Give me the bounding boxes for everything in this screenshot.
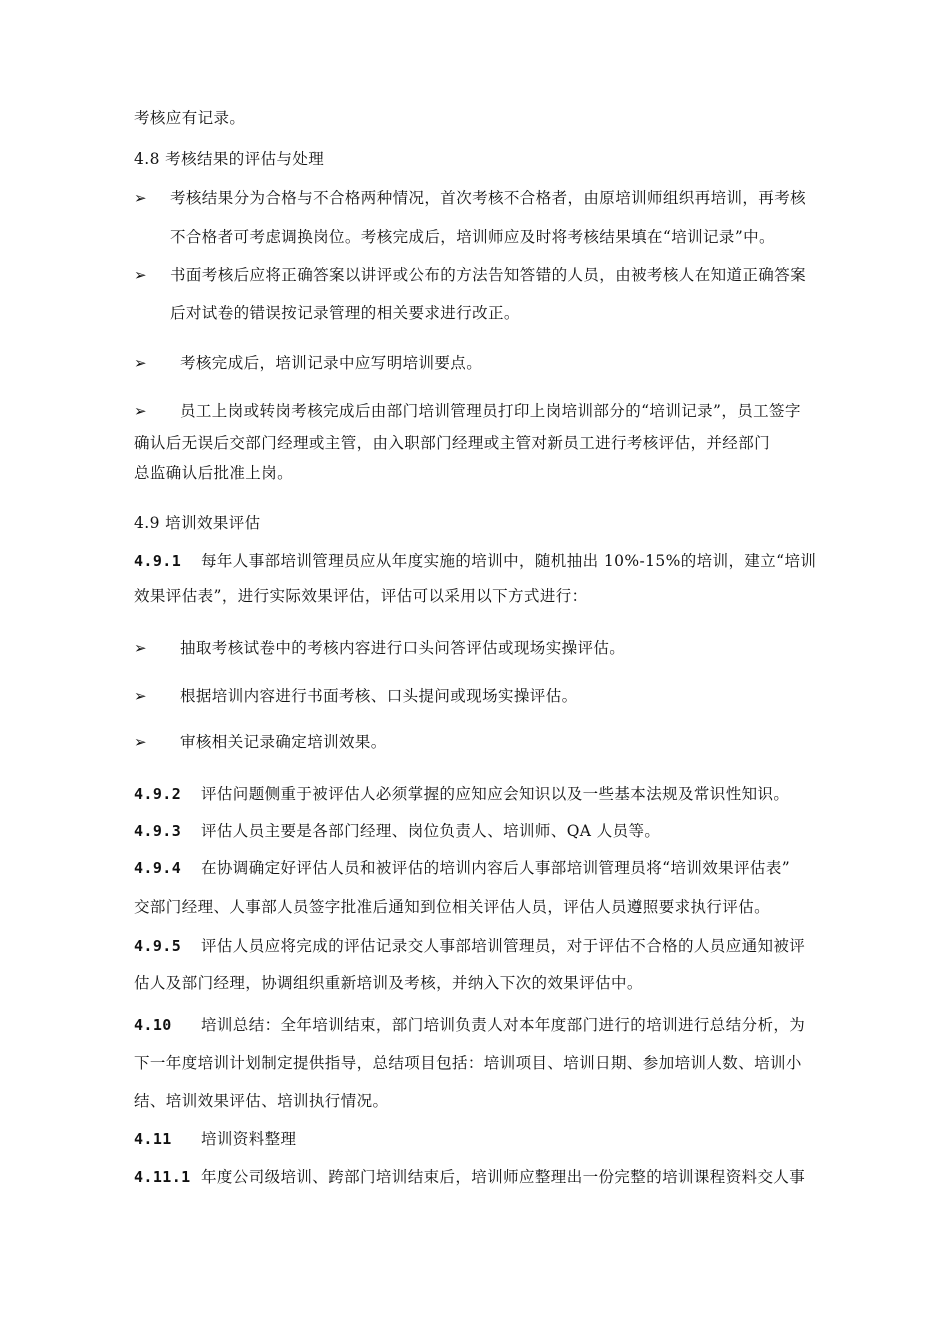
clause-number: 4.9.4: [134, 859, 182, 877]
clause-text: 每年人事部培训管理员应从年度实施的培训中，随机抽出 10%-15%的培训，建立“培训: [201, 552, 817, 570]
clause-number: 4.9.1: [134, 552, 182, 570]
section-heading-4-9: 4.9 培训效果评估: [134, 514, 261, 532]
bullet-arrow-icon: ➢: [134, 639, 147, 657]
clause-text: 估人及部门经理，协调组织重新培训及考核，并纳入下次的效果评估中。: [134, 974, 643, 992]
bullet-text: 考核结果分为合格与不合格两种情况，首次考核不合格者，由原培训师组织再培训，再考核: [170, 189, 807, 207]
clause-text: 评估人员应将完成的评估记录交人事部培训管理员，对于评估不合格的人员应通知被评: [201, 937, 806, 955]
section-heading-4-8: 4.8 考核结果的评估与处理: [134, 150, 325, 168]
clause-number: 4.9.5: [134, 937, 182, 955]
clause-text: 培训总结：全年培训结束，部门培训负责人对本年度部门进行的培训进行总结分析，为: [201, 1016, 806, 1034]
clause-text: 下一年度培训计划制定提供指导，总结项目包括：培训项目、培训日期、参加培训人数、培训小: [134, 1054, 802, 1072]
clause-number: 4.11: [134, 1130, 172, 1148]
bullet-text: 员工上岗或转岗考核完成后由部门培训管理员打印上岗培训部分的“培训记录”，员工签字: [180, 402, 801, 420]
clause-number: 4.11.1: [134, 1168, 191, 1186]
bullet-arrow-icon: ➢: [134, 402, 147, 420]
bullet-text: 总监确认后批准上岗。: [134, 464, 294, 482]
clause-text: 年度公司级培训、跨部门培训结束后，培训师应整理出一份完整的培训课程资料交人事: [201, 1168, 806, 1186]
bullet-text: 审核相关记录确定培训效果。: [180, 733, 387, 751]
bullet-arrow-icon: ➢: [134, 354, 147, 372]
bullet-arrow-icon: ➢: [134, 733, 147, 751]
bullet-text: 后对试卷的错误按记录管理的相关要求进行改正。: [170, 304, 520, 322]
clause-number: 4.10: [134, 1016, 172, 1034]
clause-text: 效果评估表”，进行实际效果评估，评估可以采用以下方式进行：: [134, 587, 588, 605]
bullet-arrow-icon: ➢: [134, 189, 147, 207]
clause-text: 结、培训效果评估、培训执行情况。: [134, 1092, 389, 1110]
clause-text: 在协调确定好评估人员和被评估的培训内容后人事部培训管理员将“培训效果评估表”: [201, 859, 791, 877]
clause-text: 交部门经理、人事部人员签字批准后通知到位相关评估人员，评估人员遵照要求执行评估。: [134, 898, 771, 916]
paragraph-line: 考核应有记录。: [134, 109, 246, 127]
clause-text: 评估人员主要是各部门经理、岗位负责人、培训师、QA 人员等。: [201, 822, 661, 840]
bullet-text: 根据培训内容进行书面考核、口头提问或现场实操评估。: [180, 687, 578, 705]
bullet-arrow-icon: ➢: [134, 687, 147, 705]
bullet-text: 不合格者可考虑调换岗位。考核完成后，培训师应及时将考核结果填在“培训记录”中。: [170, 228, 775, 246]
bullet-text: 确认后无误后交部门经理或主管，由入职部门经理或主管对新员工进行考核评估，并经部门: [134, 434, 771, 452]
clause-number: 4.9.2: [134, 785, 182, 803]
bullet-text: 考核完成后，培训记录中应写明培训要点。: [180, 354, 483, 372]
bullet-text: 抽取考核试卷中的考核内容进行口头问答评估或现场实操评估。: [180, 639, 626, 657]
bullet-text: 书面考核后应将正确答案以讲评或公布的方法告知答错的人员，由被考核人在知道正确答案: [170, 266, 807, 284]
clause-text: 评估问题侧重于被评估人必须掌握的应知应会知识以及一些基本法规及常识性知识。: [201, 785, 790, 803]
clause-text: 培训资料整理: [201, 1130, 297, 1148]
bullet-arrow-icon: ➢: [134, 266, 147, 284]
clause-number: 4.9.3: [134, 822, 182, 840]
